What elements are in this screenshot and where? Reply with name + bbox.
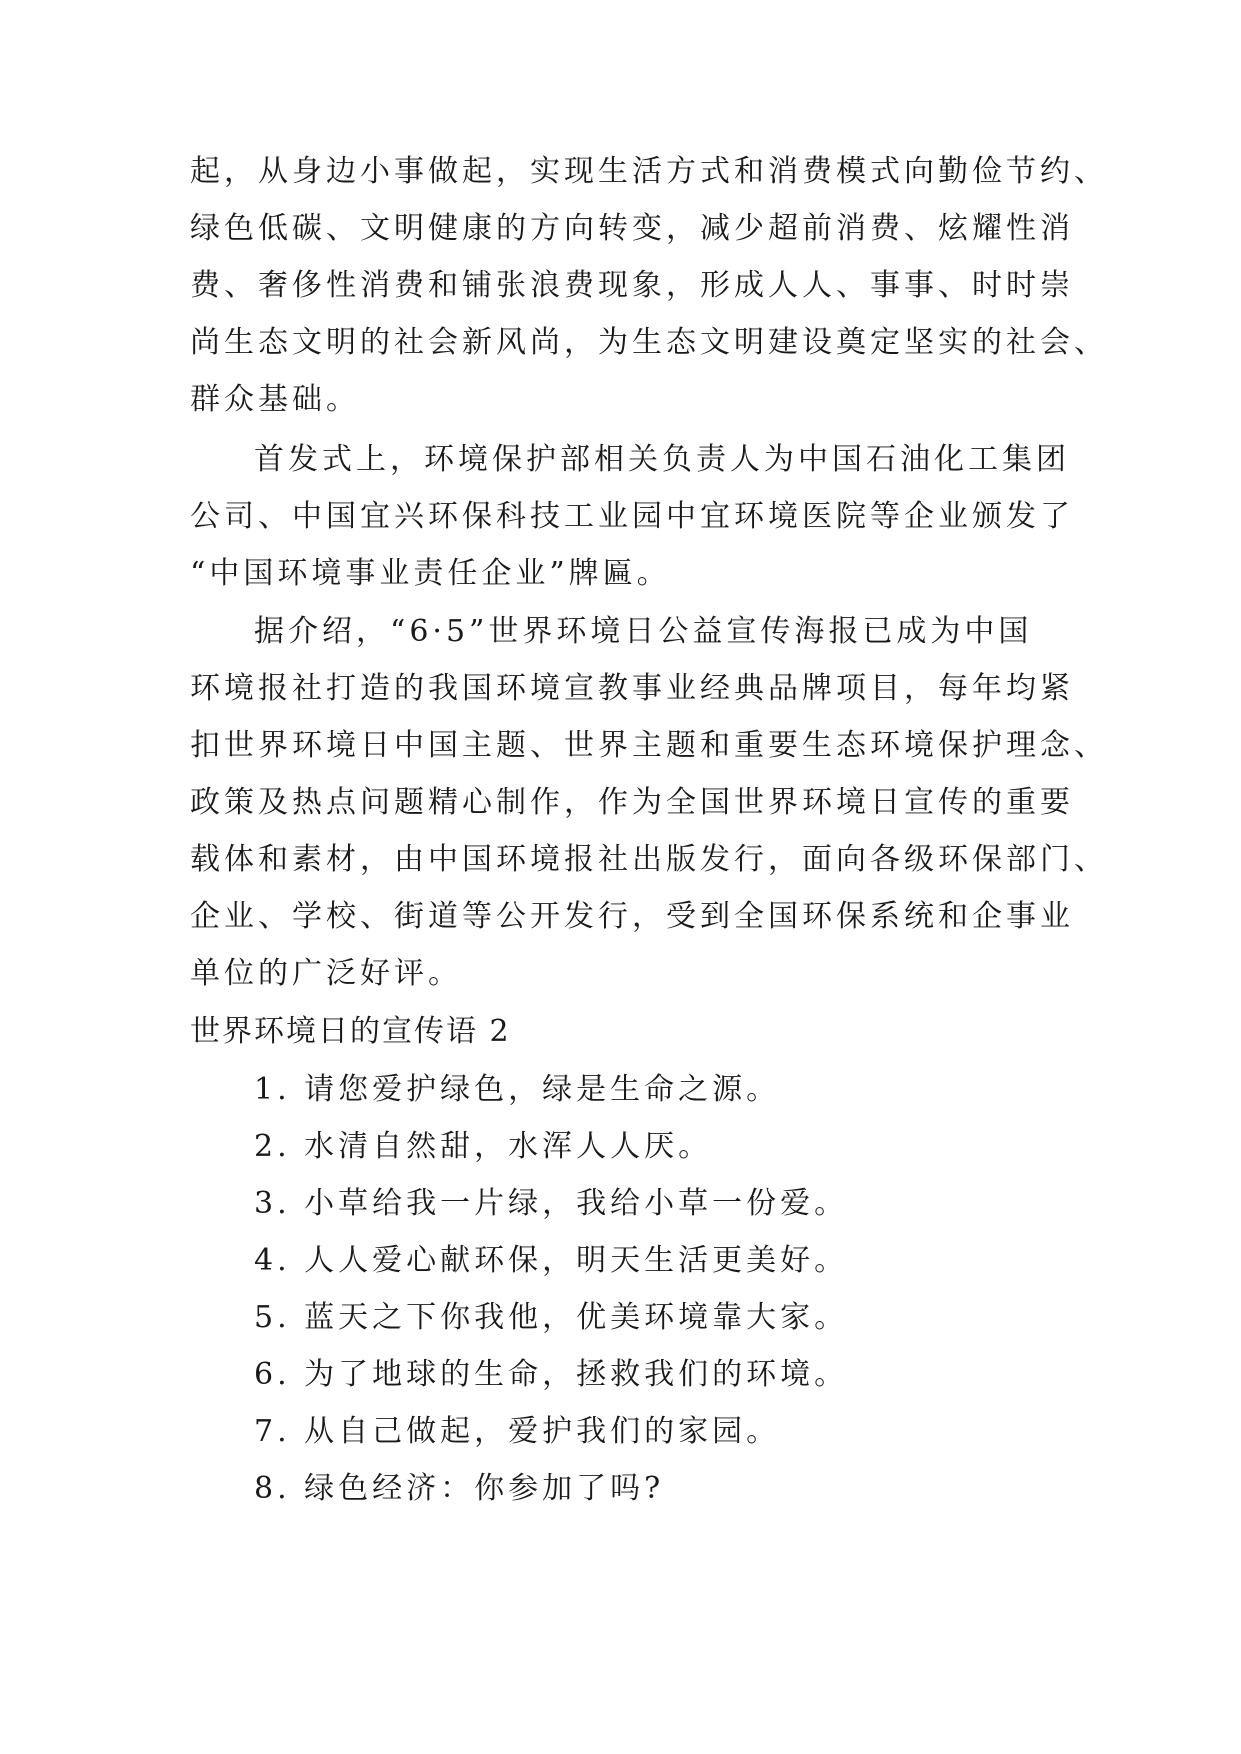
text-line: 绿色低碳、文明健康的方向转变，减少超前消费、炫耀性消	[190, 211, 1074, 246]
text-line: “中国环境事业责任企业”牌匾。	[190, 556, 671, 591]
text-line: 起，从身边小事做起，实现生活方式和消费模式向勤俭节约、	[190, 154, 1108, 189]
text-line: 载体和素材，由中国环境报社出版发行，面向各级环保部门、	[190, 842, 1108, 877]
text-line: 群众基础。	[190, 382, 360, 417]
section-heading: 世界环境日的宣传语 2	[190, 1014, 511, 1049]
list-item: 6. 为了地球的生命，拯救我们的环境。	[254, 1357, 849, 1392]
text-line: 首发式上，环境保护部相关负责人为中国石油化工集团	[254, 442, 1070, 477]
text-line: 扣世界环境日中国主题、世界主题和重要生态环境保护理念、	[190, 728, 1108, 763]
text-line: 政策及热点问题精心制作，作为全国世界环境日宣传的重要	[190, 785, 1074, 820]
list-item: 3. 小草给我一片绿，我给小草一份爱。	[254, 1186, 849, 1221]
list-item: 7. 从自己做起，爱护我们的家园。	[254, 1414, 781, 1449]
list-item: 2. 水清自然甜，水浑人人厌。	[254, 1129, 713, 1164]
text-line: 企业、学校、街道等公开发行，受到全国环保系统和企事业	[190, 899, 1074, 934]
list-item: 5. 蓝天之下你我他，优美环境靠大家。	[254, 1300, 849, 1335]
list-item: 8. 绿色经济：你参加了吗?	[254, 1471, 665, 1506]
text-line: 公司、中国宜兴环保科技工业园中宜环境医院等企业颁发了	[190, 499, 1074, 534]
text-line: 费、奢侈性消费和铺张浪费现象，形成人人、事事、时时崇	[190, 268, 1074, 303]
text-line: 尚生态文明的社会新风尚，为生态文明建设奠定坚实的社会、	[190, 325, 1108, 360]
text-line: 据介绍，“6·5”世界环境日公益宣传海报已成为中国	[254, 614, 1033, 649]
text-line: 单位的广泛好评。	[190, 956, 462, 991]
list-item: 4. 人人爱心献环保，明天生活更美好。	[254, 1243, 849, 1278]
list-item: 1. 请您爱护绿色，绿是生命之源。	[254, 1072, 781, 1107]
text-line: 环境报社打造的我国环境宣教事业经典品牌项目，每年均紧	[190, 671, 1074, 706]
